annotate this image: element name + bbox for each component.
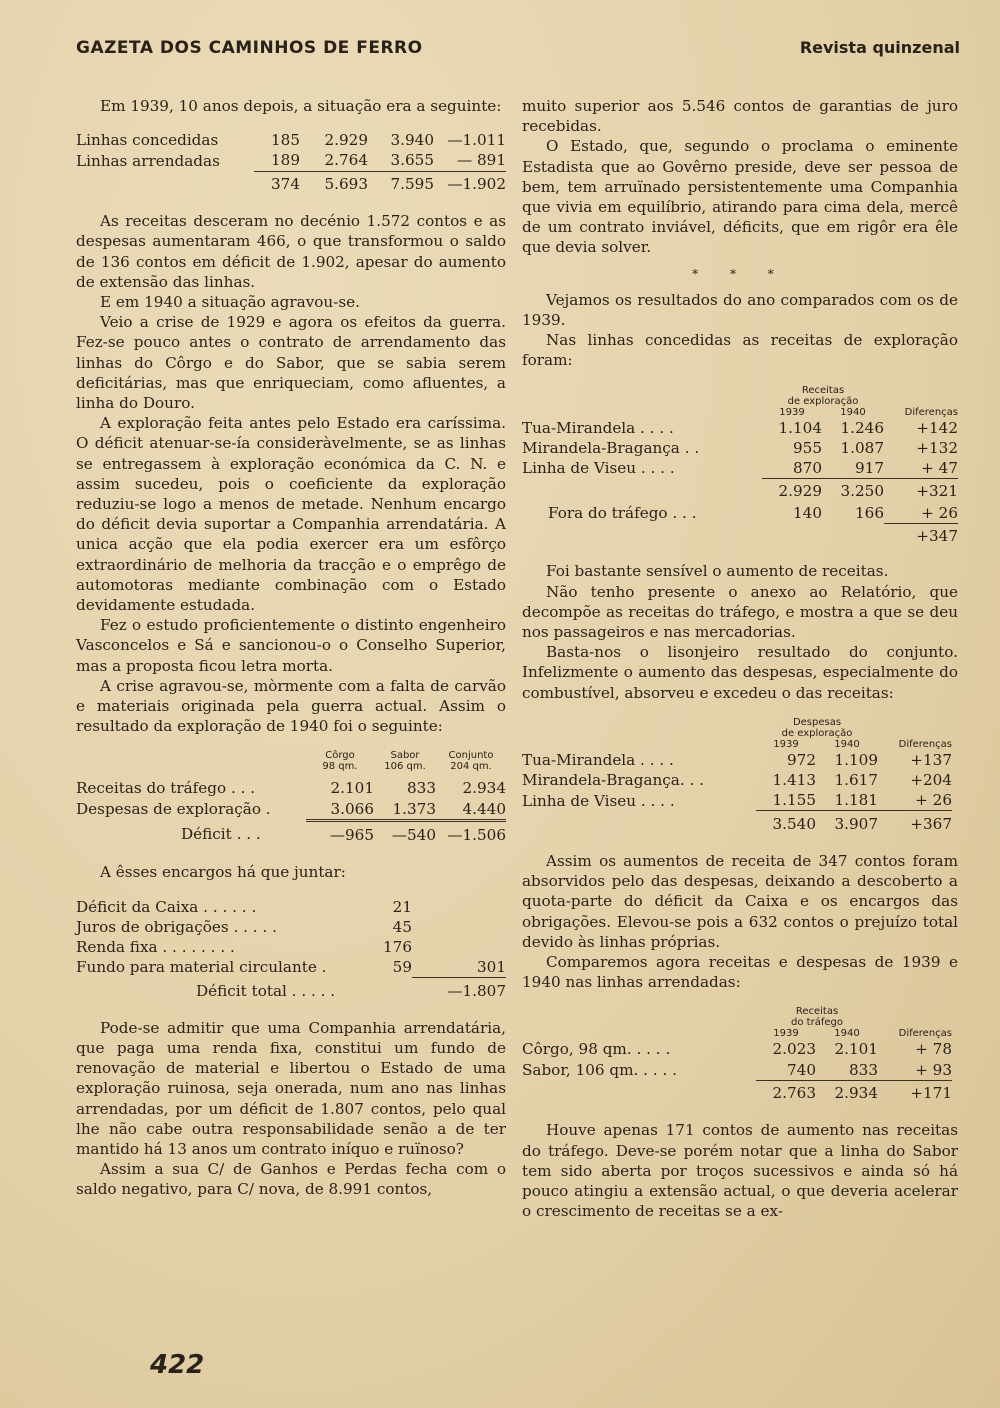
table-header-row: 1939 1940 Diferenças: [773, 738, 952, 750]
left-column: [76, 96, 506, 1200]
table-row: Sabor, 106 qm. . . . . 740 833 + 93: [522, 1060, 952, 1079]
right-column: [522, 96, 958, 1221]
section-separator: * * *: [692, 266, 788, 281]
table-row: Receitas do tráfego . . . 2.101 833 2.934: [76, 779, 506, 798]
page-number: 422: [150, 1350, 205, 1380]
table-subtotal-row: 2.929 3.250 +321: [522, 479, 958, 503]
paragraph: E em 1940 a situação agravou-se.: [100, 292, 360, 311]
table-header-row: Côrgo 98 qm. Sabor 106 qm. Conjunto 204 qm.: [322, 750, 494, 773]
paragraph: Vejamos os resultados do ano comparados com os de 1939.: [522, 290, 958, 330]
table-row: Tua-Mirandela . . . . 972 1.109 +137: [522, 750, 952, 769]
table-total-row: 374 5.693 7.595 —1.902: [76, 171, 506, 197]
paragraph: Comparemos agora receitas e despesas de 1939 e 1940 nas linhas arrendadas:: [522, 953, 958, 992]
table-row: Despesas de exploração . 3.066 1.373 4.440: [76, 799, 506, 819]
table-1940-results: [76, 750, 506, 848]
paragraph: Nas linhas concedidas as receitas de exploração foram:: [522, 331, 958, 370]
table-concessioned-expenses: Despesas de exploração 1939 1940 Diferenças Tua-Mirandela . . . . 972 1.109 +137 Mirandela-Bragança. . . 1.413 1.617 +204 Linha de Viseu . . . . 1.155 1.181 + 26 3.540 3.907 +367: [522, 717, 952, 837]
journal-title: GAZETA DOS CAMINHOS DE FERRO: [76, 38, 423, 58]
table-additional-charges: [76, 897, 506, 1004]
table-total-row: 3.540 3.907 +367: [522, 811, 952, 837]
table-1939-summary: [76, 130, 506, 197]
paragraph: Em 1939, 10 anos depois, a situação era a seguinte:: [100, 97, 502, 115]
table-row: Fundo para material circulante . 59 301: [76, 958, 506, 977]
table-row: Côrgo, 98 qm. . . . . 2.023 2.101 + 78: [522, 1040, 952, 1059]
paragraph: muito superior aos 5.546 contos de garantias de juro recebidas.: [522, 97, 958, 136]
paragraph: A crise agravou-se, mòrmente com a falta de carvão e materiais originada pela guerra actual. Assim o resultado da exploração de 1940 foi o seguinte:: [76, 676, 506, 736]
paragraph: Pode-se admitir que uma Companhia arrendatária, que paga uma renda fixa, constitui um fundo de renovação de material e libertou o Estado de uma exploração ruinosa, seja onerada, num ano nas linhas arrendadas, por um déficit de 1.807 contos, pelo qual lhe não cabe outra responsabilidade senão a de ter mantido há 13 anos um contrato iníquo e ruïnoso?: [76, 1018, 506, 1159]
paragraph: Houve apenas 171 contos de aumento nas receitas do tráfego. Deve-se porém notar que a linha do Sabor tem sido aberta por troços sucessivos e ainda só há pouco atingiu a extensão actual, o que deveria acelerar o crescimento de receitas se a ex-: [522, 1121, 958, 1221]
table-row: Linhas arrendadas 189 2.764 3.655 — 891: [76, 151, 506, 170]
table-total-row: Déficit . . . —965 —540 —1.506: [76, 820, 506, 848]
table-header-row: 1939 1940 Diferenças: [773, 1028, 952, 1040]
running-header: [76, 38, 960, 62]
table-row: Linha de Viseu . . . . 1.155 1.181 + 26: [522, 791, 952, 810]
table-row: Fora do tráfego . . . 140 166 + 26: [548, 503, 958, 522]
paragraph: A exploração feita antes pelo Estado era caríssima. O déficit atenuar-se-ía consideràvelmente, se as linhas se entregassem à exploração económica da C. N. e assim sucedeu, pois o coeficiente da exploração reduziu-se logo a menos de metade. Nenhum encargo do déficit devia suportar a Companhia arrendatária. A unica acção que ela podia exercer era um esfôrço extraordinário de melhoria da tracção e o emprêgo de automotoras mediante combinação com o Estado devidamente estudada.: [76, 414, 506, 614]
paragraph: Não tenho presente o anexo ao Relatório, que decompõe as receitas do tráfego, e mostra a que se deu nos passageiros e nas mercadorias.: [522, 582, 958, 642]
journal-subtitle: Revista quinzenal: [799, 38, 960, 57]
table-row: Tua-Mirandela . . . . 1.104 1.246 +142: [522, 418, 958, 437]
paragraph: Foi bastante sensível o aumento de receitas.: [546, 562, 889, 581]
table-row: Mirandela-Bragança. . . 1.413 1.617 +204: [522, 771, 952, 790]
table-concessioned-revenue: Receitas de exploração 1939 1940 Diferenças Tua-Mirandela . . . . 1.104 1.246 +142 Mirandela-Bragança . . 955 1.087 +132 Linha de Viseu . . . . 870 917 + 47 2.929 3.250 +321 Fora do tráfego . . . 140 166 + 26 +347: [522, 385, 958, 548]
paragraph: Fez o estudo proficientemente o distinto engenheiro Vasconcelos e Sá e sancionou-o o Conselho Superior, mas a proposta ficou letra morta.: [76, 616, 506, 675]
table-total-row: +347: [522, 523, 958, 547]
table-total-row: Déficit total . . . . . —1.807: [76, 978, 506, 1004]
table-row: Linha de Viseu . . . . 870 917 + 47: [522, 459, 958, 478]
table-row: Linhas concedidas 185 2.929 3.940 —1.011: [76, 131, 506, 150]
table-total-row: 2.763 2.934 +171: [522, 1080, 952, 1106]
table-row: Déficit da Caixa . . . . . . 21: [76, 897, 412, 916]
table-leased-revenue: Receitas do tráfego 1939 1940 Diferenças Côrgo, 98 qm. . . . . 2.023 2.101 + 78 Sabor, 106 qm. . . . . 740 833 + 93 2.763 2.934 +171: [522, 1006, 952, 1106]
table-row: Mirandela-Bragança . . 955 1.087 +132: [522, 438, 958, 457]
table-row: Juros de obrigações . . . . . 45: [76, 917, 412, 936]
paragraph: A êsses encargos há que juntar:: [100, 863, 346, 882]
paragraph: Basta-nos o lisonjeiro resultado do conjunto. Infelizmente o aumento das despesas, especialmente do combustível, absorveu e excedeu o das receitas:: [522, 643, 958, 702]
paragraph: Assim a sua C/ de Ganhos e Perdas fecha com o saldo negativo, para C/ nova, de 8.991 contos,: [76, 1160, 506, 1199]
paragraph: Assim os aumentos de receita de 347 contos foram absorvidos pelo das despesas, deixando a descoberto a quota-parte do déficit da Caixa e os encargos das obrigações. Elevou-se pois a 632 contos o prejuízo total devido às linhas próprias.: [522, 851, 958, 951]
paragraph: Veio a crise de 1929 e agora os efeitos da guerra. Fez-se pouco antes o contrato de arrendamento das linhas do Côrgo e do Sabor, que se sabia serem deficitárias, mas que enriqueciam, como afluentes, a linha do Douro.: [76, 313, 506, 412]
table-header-row: 1939 1940 Diferenças: [779, 406, 958, 418]
paragraph: As receitas desceram no decénio 1.572 contos e as despesas aumentaram 466, o que transformou o saldo de 136 contos em déficit de 1.902, apesar do aumento de extensão das linhas.: [76, 212, 506, 291]
paragraph: O Estado, que, segundo o proclama o eminente Estadista que ao Govêrno preside, deve ser pessoa de bem, tem arruïnado persistentemente uma Companhia que vivia em equilíbrio, atirando para cima dela, mercê de um contrato inviável, déficits, que em rigôr era êle que devia solver.: [522, 137, 958, 257]
table-row: Renda fixa . . . . . . . . 176: [76, 937, 412, 956]
